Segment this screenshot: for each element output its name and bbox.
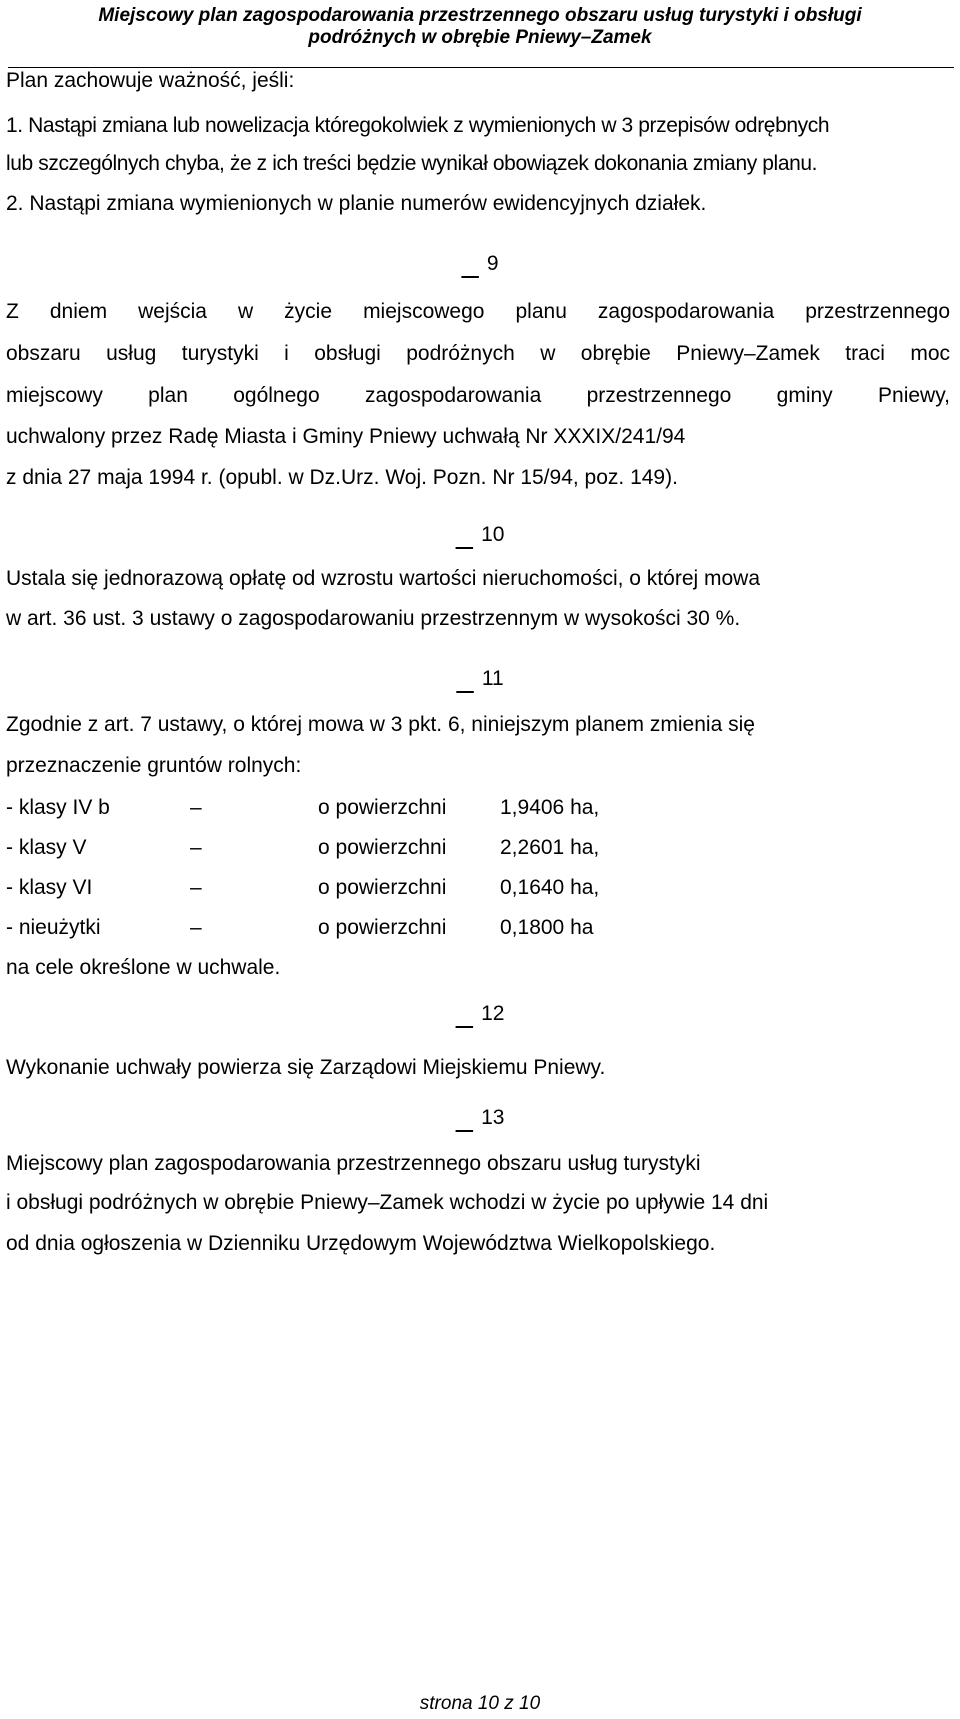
- intro-text: Plan zachowuje ważność, jeśli:: [6, 69, 295, 92]
- land-dash: –: [190, 836, 202, 859]
- land-area-label: o powierzchni: [318, 916, 447, 939]
- land-row: [6, 915, 706, 941]
- section-10-line-1: Ustala się jednorazową opłatę od wzrostu wartości nieruchomości, o której mowa: [6, 567, 761, 590]
- land-area-label: o powierzchni: [318, 796, 447, 819]
- section-13-line-1: Miejscowy plan zagospodarowania przestrzennego obszaru usług turystyki: [6, 1152, 701, 1175]
- land-class: - klasy VI: [6, 876, 93, 899]
- land-area-value: 2,2601 ha,: [500, 836, 600, 859]
- land-area-value: 0,1640 ha,: [500, 876, 600, 899]
- page-number: strona 10 z 10: [419, 1693, 541, 1714]
- section-13-line-2: i obsługi podróżnych w obrębie Pniewy–Zamek wchodzi w życie po upływie 14 dni: [6, 1191, 769, 1214]
- section-10-line-2: w art. 36 ust. 3 ustawy o zagospodarowaniu przestrzennym w wysokości 30 %.: [6, 607, 741, 630]
- land-class: - klasy V: [6, 836, 87, 859]
- land-area-label: o powierzchni: [318, 876, 447, 899]
- section-9-line-3: miejscowy plan ogólnego zagospodarowania przestrzennego gminy Pniewy,: [6, 384, 950, 407]
- section-9-heading: 9: [486, 252, 499, 275]
- section-12-heading: 12: [481, 1002, 505, 1025]
- land-dash: –: [190, 916, 202, 939]
- condition-2: 2. Nastąpi zmiana wymienionych w planie numerów ewidencyjnych działek.: [6, 192, 707, 215]
- section-12-line-1: Wykonanie uchwały powierza się Zarządowi Miejskiemu Pniewy.: [6, 1056, 606, 1079]
- condition-1-line-2: lub szczególnych chyba, że z ich treści będzie wynikał obowiązek dokonania zmiany planu.: [6, 152, 818, 175]
- land-row: [6, 795, 706, 821]
- land-area-value: 1,9406 ha,: [500, 796, 600, 819]
- condition-1-line-1: 1. Nastąpi zmiana lub nowelizacja któregokolwiek z wymienionych w 3 przepisów odrębnych: [6, 114, 830, 137]
- section-11-closing: na cele określone w uchwale.: [6, 956, 281, 979]
- section-9-line-4: uchwalony przez Radę Miasta i Gminy Pniewy uchwałą Nr XXXIX/241/94: [6, 425, 686, 448]
- section-11-line-1: Zgodnie z art. 7 ustawy, o której mowa w 3 pkt. 6, niniejszym planem zmienia się: [6, 713, 755, 736]
- section-11-line-2: przeznaczenie gruntów rolnych:: [6, 754, 302, 777]
- section-9-line-1: Z dniem wejścia w życie miejscowego planu zagospodarowania przestrzennego: [6, 300, 950, 323]
- section-11-heading: 11: [481, 667, 504, 690]
- land-area-label: o powierzchni: [318, 836, 447, 859]
- land-dash: –: [190, 876, 202, 899]
- header-title-line-1: Miejscowy plan zagospodarowania przestrzennego obszaru usług turystyki i obsługi: [98, 5, 862, 26]
- land-row: [6, 875, 706, 901]
- land-class: - klasy IV b: [6, 796, 110, 819]
- header-title-line-2: podróżnych w obrębie Pniewy–Zamek: [308, 27, 652, 48]
- section-10-heading: 10: [481, 523, 505, 546]
- section-13-heading: 13: [481, 1106, 505, 1129]
- land-dash: –: [190, 796, 202, 819]
- section-9-line-5: z dnia 27 maja 1994 r. (opubl. w Dz.Urz. Woj. Pozn. Nr 15/94, poz. 149).: [6, 466, 678, 489]
- section-9-line-2: obszaru usług turystyki i obsługi podróżnych w obrębie Pniewy–Zamek traci moc: [6, 342, 950, 365]
- land-area-value: 0,1800 ha: [500, 916, 594, 939]
- section-13-line-3: od dnia ogłoszenia w Dzienniku Urzędowym Województwa Wielkopolskiego.: [6, 1232, 716, 1255]
- land-class: - nieużytki: [6, 916, 101, 939]
- land-row: [6, 835, 706, 861]
